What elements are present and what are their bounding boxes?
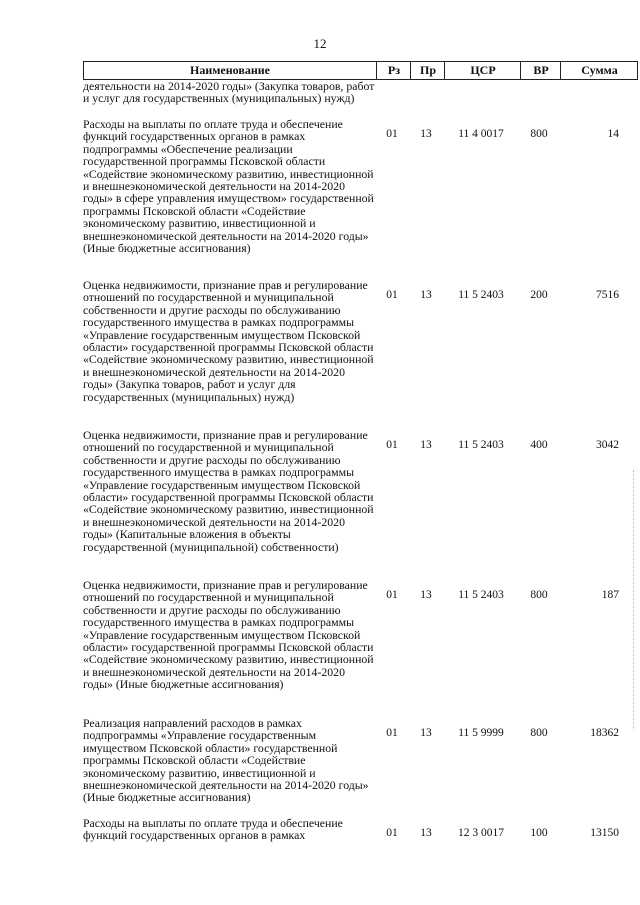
scan-edge-mark — [632, 470, 634, 730]
row-name: Оценка недвижимости, признание прав и регулирование отношений по государственной и муниципальной собственности и другие расходы по обслуживанию государственного имущества в рамках подпрограммы «Управление государственным имуществом Псковской области» государственной программы Псковской области «Содействие экономическому развитию, инвестиционной и внешнеэкономической деятельности на 2014-2020 годы» (Капитальные вложения в объекты государственной (муниципальной) собственности) — [83, 428, 374, 554]
row-vr: 800 — [530, 589, 548, 601]
row-sum: 13150 — [590, 827, 619, 839]
row-sum: 18362 — [590, 727, 619, 739]
table-body — [83, 80, 638, 847]
row-rz: 01 — [386, 128, 398, 140]
row-pr: 13 — [420, 289, 432, 301]
row-csr: 11 5 2403 — [458, 289, 504, 301]
table-row — [83, 717, 638, 817]
row-csr: 11 5 9999 — [458, 727, 504, 739]
row-vr: 800 — [530, 727, 548, 739]
row-rz: 01 — [386, 289, 398, 301]
budget-table — [83, 61, 638, 847]
row-csr: 11 5 2403 — [458, 439, 504, 451]
table-row — [83, 279, 638, 429]
row-vr: 200 — [530, 289, 548, 301]
row-vr: 100 — [530, 827, 548, 839]
row-pr: 13 — [420, 128, 432, 140]
row-name: Оценка недвижимости, признание прав и регулирование отношений по государственной и муниципальной собственности и другие расходы по обслуживанию государственного имущества в рамках подпрограммы «Управление государственным имуществом Псковской области» государственной программы Псковской области «Содействие экономическому развитию, инвестиционной и внешнеэкономической деятельности на 2014-2020 годы» (Закупка товаров, работ и услуг для государственных (муниципальных) нужд) — [83, 278, 374, 404]
table-header — [83, 61, 638, 80]
row-name: Расходы на выплаты по оплате труда и обеспечение функций государственных органов в рамках — [83, 816, 343, 843]
row-sum: 14 — [607, 128, 619, 140]
row-rz: 01 — [386, 827, 398, 839]
row-name: Расходы на выплаты по оплате труда и обеспечение функций государственных органов в рамках подпрограммы «Обеспечение реализации государственной программы Псковской области «Содействие экономическому развитию, инвестиционной и внешнеэкономической деятельности на 2014-2020 годы» в сфере управления имуществом» государственной программы Псковской области «Содействие экономическому развитию, инвестиционной и внешнеэкономической деятельности на 2014-2020 годы» (Иные бюджетные ассигнования) — [83, 117, 374, 256]
table-row — [83, 429, 638, 579]
row-sum: 3042 — [596, 439, 619, 451]
row-rz: 01 — [386, 727, 398, 739]
row-sum: 187 — [601, 589, 619, 601]
row-vr: 800 — [530, 128, 548, 140]
row-name: деятельности на 2014-2020 годы» (Закупка товаров, работ и услуг для государственных (муниципальных) нужд) — [83, 79, 375, 106]
table-row — [83, 817, 638, 847]
row-rz: 01 — [386, 589, 398, 601]
row-csr: 12 3 0017 — [458, 827, 504, 839]
table-row-continuation — [83, 80, 638, 118]
row-rz: 01 — [386, 439, 398, 451]
row-sum: 7516 — [596, 289, 619, 301]
row-name: Реализация направлений расходов в рамках подпрограммы «Управление государственным имуществом Псковской области» государственной программы Псковской области «Содействие экономическому развитию, инвестиционной и внешнеэкономической деятельности на 2014-2020 годы» (Иные бюджетные ассигнования) — [83, 716, 369, 805]
row-pr: 13 — [420, 439, 432, 451]
header-pr: Пр — [410, 62, 445, 79]
header-rz: Рз — [376, 62, 411, 79]
table-row — [83, 579, 638, 717]
row-vr: 400 — [530, 439, 548, 451]
header-csr: ЦСР — [444, 62, 521, 79]
row-pr: 13 — [420, 827, 432, 839]
header-name: Наименование — [190, 63, 270, 77]
row-pr: 13 — [420, 727, 432, 739]
row-pr: 13 — [420, 589, 432, 601]
row-csr: 11 5 2403 — [458, 589, 504, 601]
table-row — [83, 118, 638, 279]
header-vr: ВР — [520, 62, 561, 79]
page-number: 12 — [313, 36, 327, 51]
row-name: Оценка недвижимости, признание прав и регулирование отношений по государственной и муниципальной собственности и другие расходы по обслуживанию государственного имущества в рамках подпрограммы «Управление государственным имуществом Псковской области» государственной программы Псковской области «Содействие экономическому развитию, инвестиционной и внешнеэкономической деятельности на 2014-2020 годы» (Иные бюджетные ассигнования) — [83, 578, 374, 692]
header-sum: Сумма — [560, 62, 638, 79]
row-csr: 11 4 0017 — [458, 128, 504, 140]
